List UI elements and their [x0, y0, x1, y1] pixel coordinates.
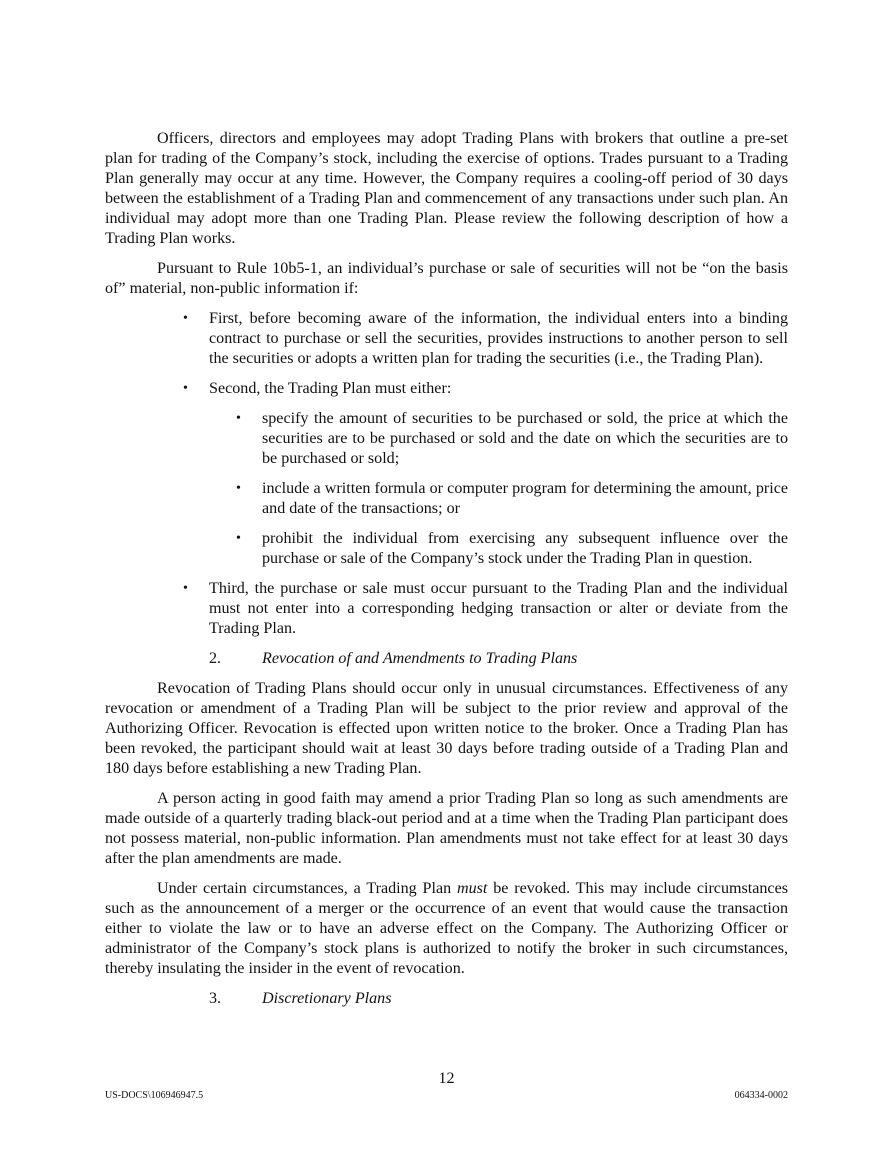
list-item [183, 379, 788, 569]
matter-number: 064334-0002 [734, 1090, 788, 1101]
paragraph-mandatory-revocation [105, 879, 788, 979]
list-item [236, 409, 788, 469]
list-item-text: include a written formula or computer program for determining the amount, price and date of the transactions; or [262, 480, 788, 517]
section-title: Discretionary Plans [262, 990, 392, 1007]
sub-conditions-list [236, 409, 788, 569]
bullet-icon: • [183, 311, 188, 326]
list-item-text: Third, the purchase or sale must occur pursuant to the Trading Plan and the individual must not enter into a corresponding hedging transaction or alter or deviate from the Trading Plan. [209, 580, 788, 637]
text-run: Under certain circumstances, a Trading Plan [157, 880, 457, 897]
bullet-icon: • [236, 481, 241, 496]
paragraph-amendments: A person acting in good faith may amend a prior Trading Plan so long as such amendments are made outside of a quarterly trading black-out period and at a time when the Trading Plan participant does not possess material, non-public information. Plan amendments must not take effect for at least 30 days after the plan amendments are made. [105, 790, 788, 867]
section-heading-discretionary [209, 989, 788, 1009]
conditions-list [183, 309, 788, 639]
paragraph-revocation: Revocation of Trading Plans should occur only in unusual circumstances. Effectiveness of any revocation or amendment of a Trading Plan will be subject to the prior review and approval of the Authorizing Officer. Revocation is effected upon written notice to the broker. Once a Trading Plan has been revoked, the participant should wait at least 30 days before trading outside of a Trading Plan and 180 days before establishing a new Trading Plan. [105, 680, 788, 777]
list-item [236, 529, 788, 569]
list-item-text: Second, the Trading Plan must either: [209, 380, 452, 397]
list-item [183, 579, 788, 639]
document-page [105, 129, 788, 1019]
section-title: Revocation of and Amendments to Trading Plans [262, 650, 578, 667]
page-number: 12 [438, 1070, 455, 1087]
bullet-icon: • [236, 411, 241, 426]
section-heading-revocation [209, 649, 788, 669]
emphasis-must: must [457, 880, 488, 897]
text-run: be revoked. This may include circumstances such as the announcement of a merger or the occurrence of an event that would cause the transaction either to violate the law or to have an adverse effect on the Company. The Authorizing Officer or administrator of the Company’s stock plans is authorized to notify the broker in such circumstances, thereby insulating the insider in the event of revocation. [105, 880, 788, 977]
list-item-text: prohibit the individual from exercising any subsequent influence over the purchase or sale of the Company’s stock under the Trading Plan in question. [262, 530, 788, 567]
paragraph-rule-10b5-1: Pursuant to Rule 10b5-1, an individual’s purchase or sale of securities will not be “on the basis of” material, non-public information if: [105, 260, 788, 297]
section-number: 2. [209, 650, 222, 667]
section-number: 3. [209, 990, 222, 1007]
bullet-icon: • [236, 531, 241, 546]
list-item-text: specify the amount of securities to be purchased or sold, the price at which the securities are to be purchased or sold and the date on which the securities are to be purchased or sold; [262, 410, 788, 467]
document-id: US-DOCS\106946947.5 [105, 1090, 204, 1101]
bullet-icon: • [183, 381, 188, 396]
list-item-text: First, before becoming aware of the information, the individual enters into a binding contract to purchase or sell the securities, provides instructions to another person to sell the securities or adopts a written plan for trading the securities (i.e., the Trading Plan). [209, 310, 788, 367]
paragraph-trading-plans-intro: Officers, directors and employees may adopt Trading Plans with brokers that outline a pre-set plan for trading of the Company’s stock, including the exercise of options. Trades pursuant to a Trading Plan generally may occur at any time. However, the Company requires a cooling-off period of 30 days between the establishment of a Trading Plan and commencement of any transactions under such plan. An individual may adopt more than one Trading Plan. Please review the following description of how a Trading Plan works. [105, 130, 788, 247]
list-item [183, 309, 788, 369]
list-item [236, 479, 788, 519]
bullet-icon: • [183, 581, 188, 596]
